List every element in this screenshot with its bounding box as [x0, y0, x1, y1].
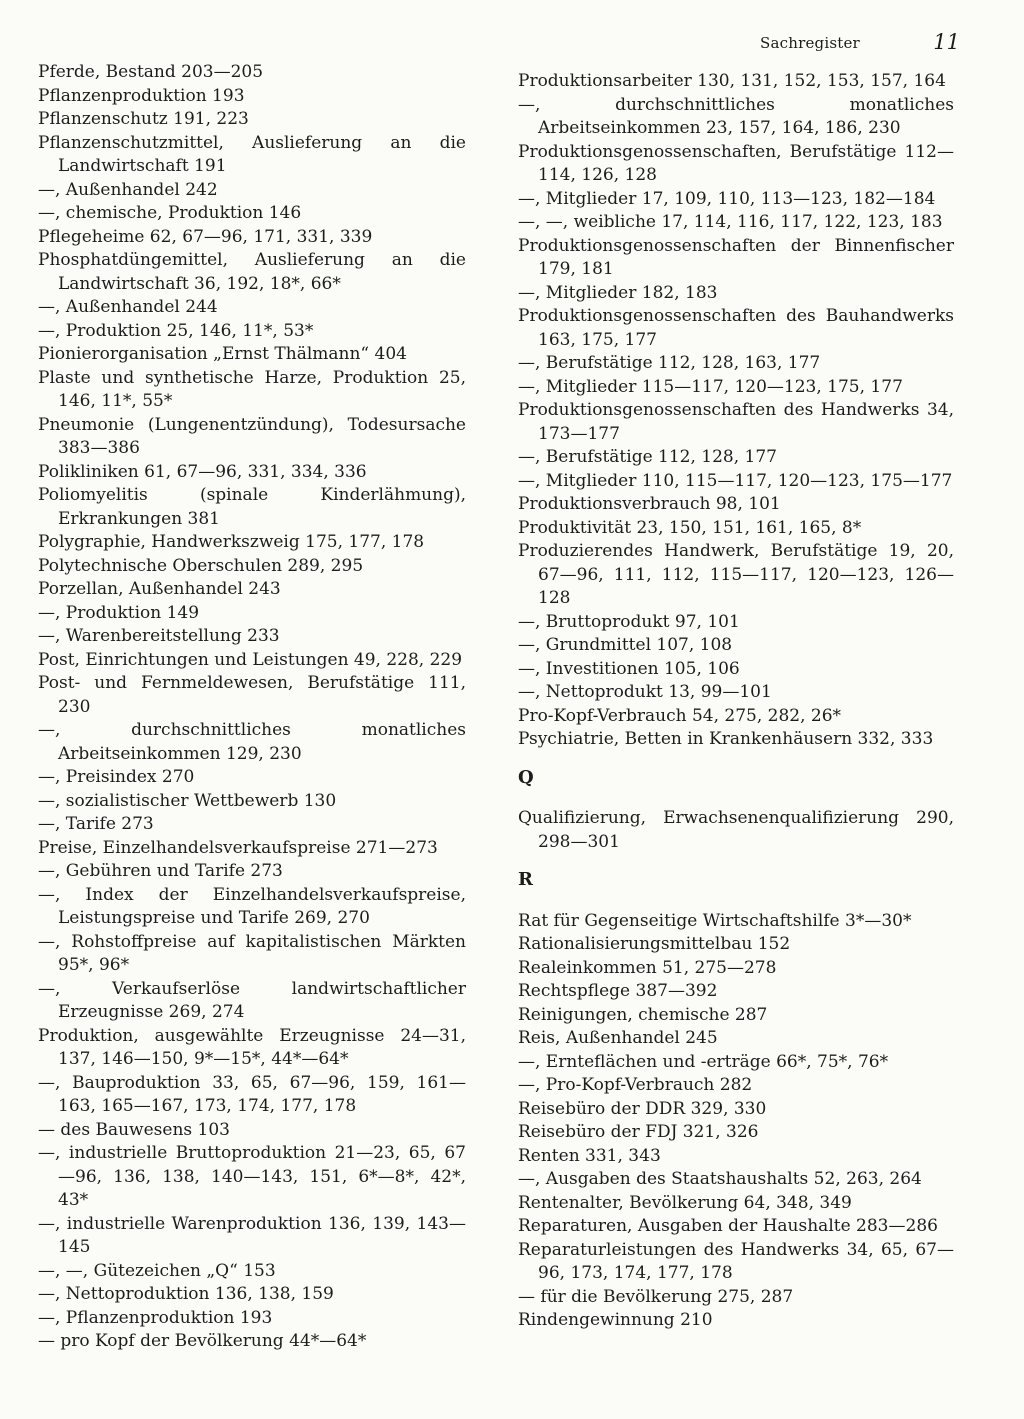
index-entry: —, Produktion 25, 146, 11*, 53* [38, 320, 314, 341]
index-entry: —, Tarife 273 [38, 814, 154, 834]
index-entry: Qualifizierung, Erwachsenenqualifizierung 290, 298—301 [518, 808, 954, 852]
index-entry: —, Ernteflächen und -erträge 66*, 75*, 76* [518, 1051, 889, 1072]
index-entry: Reisebüro der DDR 329, 330 [518, 1098, 767, 1119]
index-entry: —, Verkaufserlöse landwirtschaftlicher Erzeugnisse 269, 274 [38, 978, 466, 1022]
index-entry: Phosphatdüngemittel, Auslieferung an die Landwirtschaft 36, 192, 18*, 66* [38, 250, 466, 294]
index-entry: Pflegeheime 62, 67—96, 171, 331, 339 [38, 226, 373, 247]
page-header [760, 30, 960, 54]
index-entry: —, chemische, Produktion 146 [38, 203, 302, 223]
letter-heading-q: Q [518, 766, 534, 788]
index-entry: Reinigungen, chemische 287 [518, 1004, 768, 1025]
index-entry: —, Rohstoffpreise auf kapitalistischen Märkten 95*, 96* [38, 931, 466, 975]
index-entry: Pflanzenschutz 191, 223 [38, 109, 249, 129]
index-entry: —, Preisindex 270 [38, 767, 195, 787]
index-entry: —, Investitionen 105, 106 [518, 658, 740, 679]
running-head: Sachregister [760, 34, 860, 52]
index-entry: Reparaturen, Ausgaben der Haushalte 283—286 [518, 1216, 938, 1236]
index-entry: Preise, Einzelhandelsverkaufspreise 271—273 [38, 837, 438, 858]
index-entry: Rechtspflege 387—392 [518, 981, 718, 1001]
index-entry: Post, Einrichtungen und Leistungen 49, 228, 229 [38, 649, 463, 670]
index-entry: —, durchschnittliches monatliches Arbeitseinkommen 129, 230 [38, 720, 466, 764]
page-number: 11 [933, 30, 960, 54]
index-entry: —, Nettoproduktion 136, 138, 159 [38, 1284, 334, 1304]
index-entry: Produktionsgenossenschaften des Bauhandwerks 163, 175, 177 [518, 306, 954, 350]
index-group-q [518, 807, 954, 854]
index-entry: —, Berufstätige 112, 128, 163, 177 [518, 353, 821, 373]
index-entry: —, Produktion 149 [38, 602, 200, 623]
index-entry: Rindengewinnung 210 [518, 1310, 713, 1330]
index-entry: Post- und Fernmeldewesen, Berufstätige 111, 230 [38, 673, 466, 717]
index-entry: Polygraphie, Handwerkszweig 175, 177, 178 [38, 532, 425, 552]
index-entry: —, —, weibliche 17, 114, 116, 117, 122, 123, 183 [518, 212, 943, 232]
index-entry: Produktionsgenossenschaften der Binnenfischer 179, 181 [518, 235, 954, 279]
index-entry: —, industrielle Bruttoproduktion 21—23, 65, 67—96, 136, 138, 140—143, 151, 6*—8*, 42*, 43* [38, 1143, 466, 1210]
index-entry: —, Bauproduktion 33, 65, 67—96, 159, 161—163, 165—167, 173, 174, 177, 178 [38, 1072, 466, 1116]
index-entry: — pro Kopf der Bevölkerung 44*—64* [38, 1331, 367, 1351]
index-entry: —, Index der Einzelhandelsverkaufspreise, Leistungspreise und Tarife 269, 270 [38, 884, 466, 928]
index-entry: Reisebüro der FDJ 321, 326 [518, 1122, 759, 1142]
index-entry: Pflanzenschutzmittel, Auslieferung an die Landwirtschaft 191 [38, 132, 466, 176]
index-entry: Reparaturleistungen des Handwerks 34, 65, 67—96, 173, 174, 177, 178 [518, 1239, 954, 1283]
index-entry: Polikliniken 61, 67—96, 331, 334, 336 [38, 461, 367, 482]
index-entry: —, Mitglieder 110, 115—117, 120—123, 175—177 [518, 470, 953, 491]
index-entry: —, Pflanzenproduktion 193 [38, 1307, 273, 1328]
index-entry: —, sozialistischer Wettbewerb 130 [38, 790, 337, 811]
index-entry: Reis, Außenhandel 245 [518, 1028, 718, 1048]
index-entry: Polytechnische Oberschulen 289, 295 [38, 555, 364, 576]
index-entry: —, industrielle Warenproduktion 136, 139, 143—145 [38, 1213, 466, 1257]
index-entry: —, Außenhandel 242 [38, 179, 218, 200]
index-entry: —, Warenbereitstellung 233 [38, 626, 280, 646]
index-entry: Produktivität 23, 150, 151, 161, 165, 8* [518, 517, 862, 538]
index-entry: Renten 331, 343 [518, 1145, 661, 1166]
index-entry: Porzellan, Außenhandel 243 [38, 579, 281, 599]
index-entry: —, Außenhandel 244 [38, 297, 218, 317]
index-entry: —, Gebühren und Tarife 273 [38, 861, 283, 881]
index-entry: Pro-Kopf-Verbrauch 54, 275, 282, 26* [518, 705, 842, 726]
index-entry: Rentenalter, Bevölkerung 64, 348, 349 [518, 1192, 852, 1213]
index-entry: —, durchschnittliches monatliches Arbeitseinkommen 23, 157, 164, 186, 230 [518, 94, 954, 138]
index-entry: Pferde, Bestand 203—205 [38, 62, 264, 82]
index-entry: — für die Bevölkerung 275, 287 [518, 1286, 794, 1307]
index-entry: Poliomyelitis (spinale Kinderlähmung), Erkrankungen 381 [38, 485, 466, 529]
index-group-r [518, 910, 954, 1333]
index-entry: — des Bauwesens 103 [38, 1119, 230, 1140]
index-entry: Psychiatrie, Betten in Krankenhäusern 332, 333 [518, 729, 934, 749]
index-entry: Plaste und synthetische Harze, Produktion 25, 146, 11*, 55* [38, 367, 466, 411]
index-entry: Pneumonie (Lungenentzündung), Todesursache 383—386 [38, 414, 466, 458]
index-entry: —, Pro-Kopf-Verbrauch 282 [518, 1075, 753, 1095]
index-entry: —, —, Gütezeichen „Q“ 153 [38, 1260, 276, 1281]
index-entry: Produktionsgenossenschaften, Berufstätige 112—114, 126, 128 [518, 141, 954, 185]
index-entry: Realeinkommen 51, 275—278 [518, 957, 777, 978]
index-entry: Produzierendes Handwerk, Berufstätige 19, 20, 67—96, 111, 112, 115—117, 120—123, 126—128 [518, 541, 954, 608]
letter-heading-r: R [518, 869, 533, 890]
index-entry: Rationalisierungsmittelbau 152 [518, 934, 791, 954]
index-column-right [518, 70, 954, 1333]
index-entry: —, Ausgaben des Staatshaushalts 52, 263, 264 [518, 1169, 922, 1189]
index-entry: —, Bruttoprodukt 97, 101 [518, 611, 740, 632]
index-entry: Produktion, ausgewählte Erzeugnisse 24—31, 137, 146—150, 9*—15*, 44*—64* [38, 1025, 466, 1069]
index-entry: Pionierorganisation „Ernst Thälmann“ 404 [38, 344, 407, 364]
index-entry: Produktionsarbeiter 130, 131, 152, 153, 157, 164 [518, 71, 946, 91]
index-entry: —, Nettoprodukt 13, 99—101 [518, 682, 772, 702]
index-entry: —, Mitglieder 115—117, 120—123, 175, 177 [518, 376, 903, 397]
index-entry: Produktionsverbrauch 98, 101 [518, 494, 781, 514]
index-entry: Produktionsgenossenschaften des Handwerks 34, 173—177 [518, 400, 954, 444]
index-entry: —, Mitglieder 17, 109, 110, 113—123, 182—184 [518, 188, 936, 209]
index-entry: —, Mitglieder 182, 183 [518, 282, 718, 303]
index-column-left [38, 61, 466, 1354]
index-entry: —, Grundmittel 107, 108 [518, 635, 733, 655]
index-entry: —, Berufstätige 112, 128, 177 [518, 447, 777, 467]
index-entry: Pflanzenproduktion 193 [38, 85, 245, 106]
index-entry: Rat für Gegenseitige Wirtschaftshilfe 3*—30* [518, 910, 912, 931]
index-group-p [518, 70, 954, 752]
